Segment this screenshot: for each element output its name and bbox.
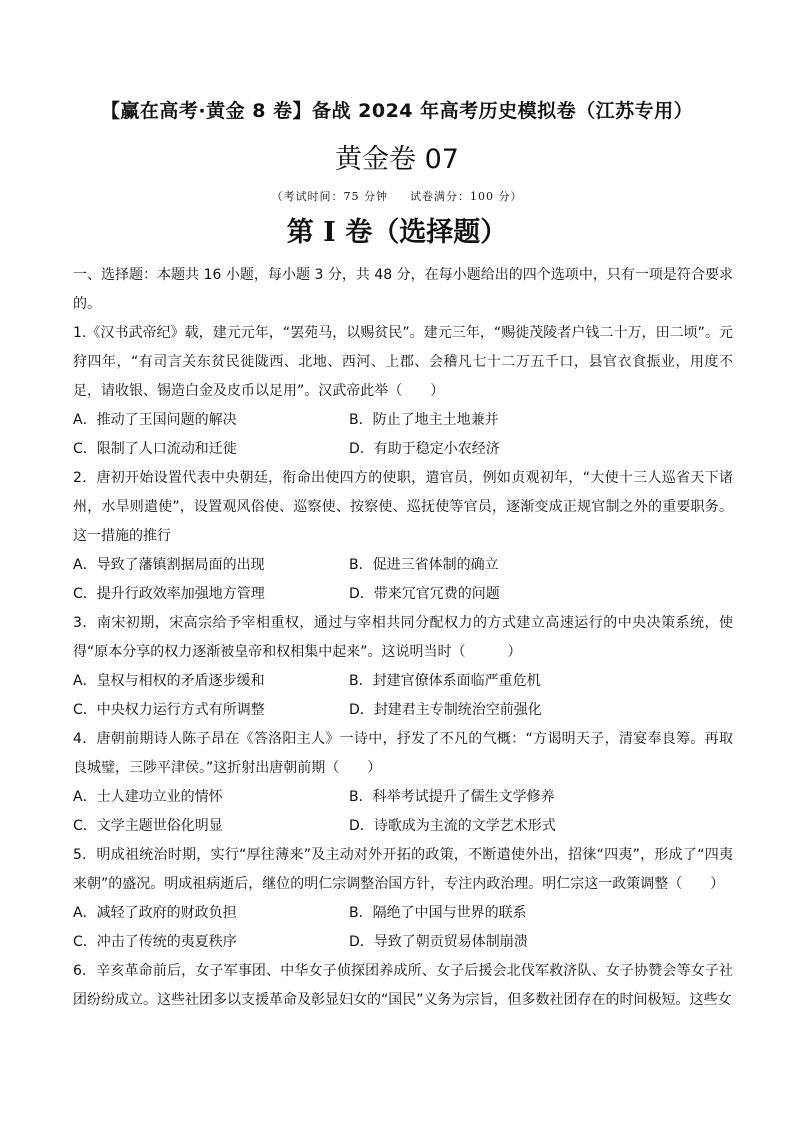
option: D．诗歌成为主流的文学艺术形式 bbox=[349, 818, 556, 834]
option: B．防止了地主土地兼并 bbox=[349, 412, 499, 428]
section-title: 第 I 卷（选择题） bbox=[286, 217, 508, 248]
option: B．促进三省体制的确立 bbox=[349, 557, 499, 573]
option: B．封建官僚体系面临严重危机 bbox=[349, 673, 541, 689]
question-stem: 2．唐初开始设置代表中央朝廷，衔命出使四方的使职，遣官员，例如贞观初年，“大使十三人巡省天下诸州，水旱则遣使”，设置观风俗使、巡察使、按察使、巡抚使等官员，逐渐变成正规官制之外的重要职务。这一措施的推行 bbox=[73, 470, 733, 544]
option: B．科举考试提升了儒生文学修养 bbox=[349, 789, 555, 805]
option: A．减轻了政府的财政负担 bbox=[73, 905, 237, 921]
option: D．带来冗官冗费的问题 bbox=[349, 586, 500, 602]
option: A．士人建功立业的情怀 bbox=[73, 789, 223, 805]
question-stem: 1.《汉书武帝纪》载，建元元年，“罢苑马，以赐贫民”。建元三年，“赐徙茂陵者户钱二十万，田二顷”。元狩四年，“有司言关东贫民徙陇西、北地、西河、上郡、会稽凡七十二万五千口，县官衣食振业，用度不足，请收银、锡造白金及皮币以足用”。汉武帝此举（ ） bbox=[73, 325, 733, 399]
option: A．导致了藩镇割据局面的出现 bbox=[73, 557, 265, 573]
option: A．推动了王国问题的解决 bbox=[73, 412, 237, 428]
option: D．导致了朝贡贸易体制崩溃 bbox=[349, 934, 528, 950]
exam-time: （考试时间：75 分钟 bbox=[271, 190, 388, 203]
paper-title: 黄金卷 07 bbox=[335, 144, 459, 175]
question-stem: 3．南宋初期，宋高宗给予宰相重权，通过与宰相共同分配权力的方式建立高速运行的中央决策系统，使得“原本分享的权力逐渐被皇帝和权相集中起来”。这说明当时（ ） bbox=[73, 615, 733, 660]
option: C．限制了人口流动和迁徙 bbox=[73, 441, 237, 457]
option: B．隔绝了中国与世界的联系 bbox=[349, 905, 527, 921]
exam-series-title: 【赢在高考·黄金 8 卷】备战 2024 年高考历史模拟卷（江苏专用） bbox=[100, 100, 694, 122]
question-stem: 6．辛亥革命前后，女子军事团、中华女子侦探团养成所、女子后援会北伐军救济队、女子协赞会等女子社团纷纷成立。这些社团多以支援革命及彰显妇女的“国民”义务为宗旨，但多数社团存在的时间极短。这些女 bbox=[73, 963, 733, 1008]
option-list bbox=[73, 783, 733, 841]
instructions: 一、选择题：本题共 16 小题，每小题 3 分，共 48 分，在每小题给出的四个选项中，只有一项是符合要求的。 bbox=[73, 267, 733, 312]
question-content bbox=[73, 261, 733, 1015]
option-list bbox=[73, 551, 733, 609]
option-list bbox=[73, 667, 733, 725]
option: D．封建君主专制统治空前强化 bbox=[349, 702, 542, 718]
question-stem: 4．唐朝前期诗人陈子昂在《答洛阳主人》一诗中，抒发了不凡的气概：“方谒明天子，清宴奉良筹。再取良城璧，三陟平津侯。”这折射出唐朝前期（ ） bbox=[73, 731, 733, 776]
option: A．皇权与相权的矛盾逐步缓和 bbox=[73, 673, 265, 689]
question-stem: 5．明成祖统治时期，实行“厚往薄来”及主动对外开拓的政策，不断遣使外出，招徕“四夷”，形成了“四夷来朝”的盛况。明成祖病逝后，继位的明仁宗调整治国方针，专注内政治理。明仁宗这一政策调整（ ） bbox=[73, 847, 733, 892]
exam-info bbox=[0, 188, 794, 204]
option: C．冲击了传统的夷夏秩序 bbox=[73, 934, 237, 950]
option: D．有助于稳定小农经济 bbox=[349, 441, 500, 457]
exam-full-score: 试卷满分：100 分） bbox=[410, 190, 523, 203]
option: C．文学主题世俗化明显 bbox=[73, 818, 223, 834]
option-list bbox=[73, 406, 733, 464]
option: C．提升行政效率加强地方管理 bbox=[73, 586, 265, 602]
option-list bbox=[73, 899, 733, 957]
option: C．中央权力运行方式有所调整 bbox=[73, 702, 265, 718]
